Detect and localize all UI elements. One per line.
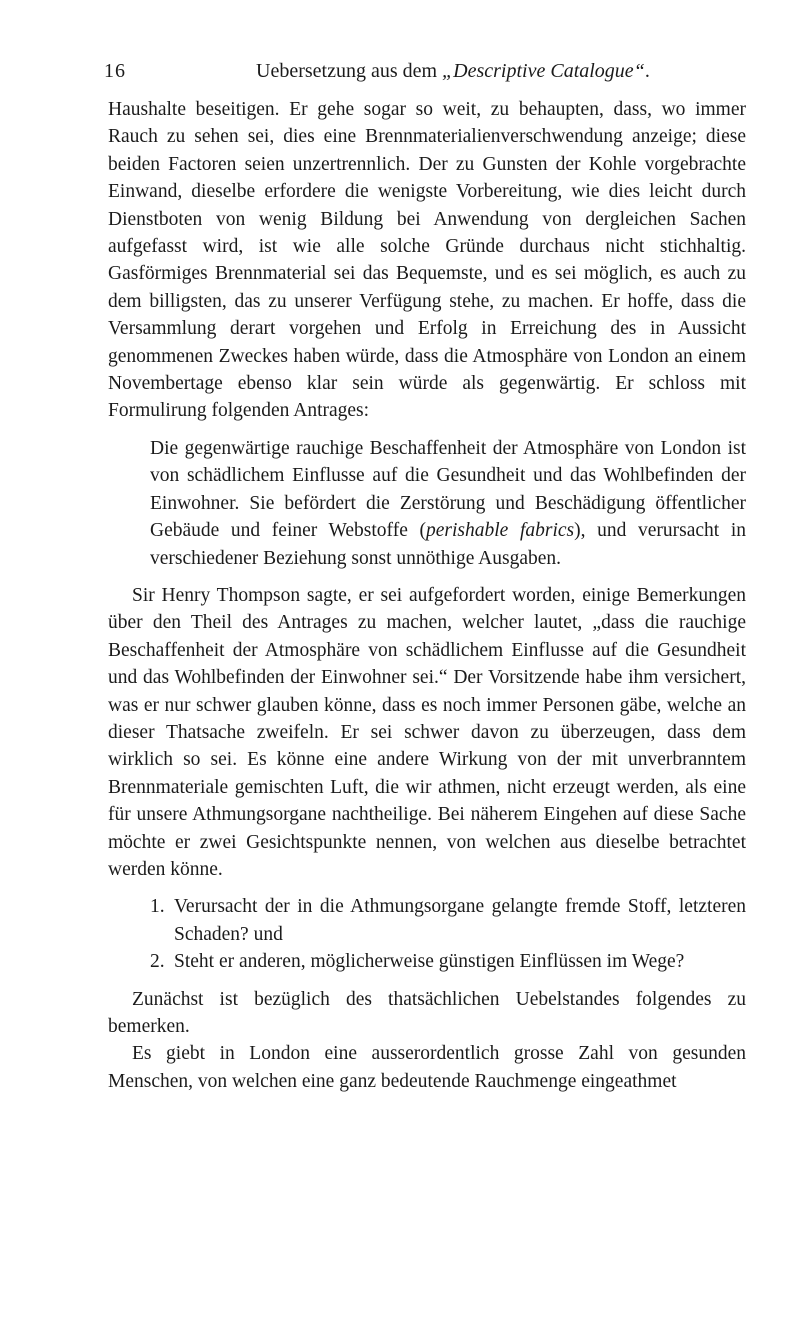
paragraph-2: Sir Henry Thompson sagte, er sei aufgefordert worden, einige Bemerkungen über den Theil des Antrages zu machen, welcher lautet, „dass die rauchige Beschaffenheit der Atmosphäre von schädlichem Einflusse auf die Gesundheit und das Wohlbefinden der Einwohner sei.“ Der Vorsitzende habe ihm versichert, was er nur schwer glauben könne, dass es noch immer Personen gäbe, welche an dieser Thatsache zweifeln. Er sei schwer davon zu überzeugen, dass dem wirklich so sei. Es könne eine andere Wirkung von der mit unverbranntem Brennmateriale gemischten Luft, die wir athmen, nicht erzeugt werden, als eine für unsere Athmungsorgane nachtheilige. Bei näherem Eingehen auf diese Sache möchte er zwei Gesichtspunkte nennen, von welchen aus dieselbe betrachtet werden könne. [108,584,746,880]
list-item [150,948,746,975]
list-item [150,893,746,948]
running-title-suffix: . [644,60,650,82]
paragraph-3: Zunächst ist bezüglich des thatsächlichen Uebelstandes folgendes zu bemerken. [108,988,746,1037]
running-title-prefix: Uebersetzung aus dem [256,60,443,82]
motion-quote-text-a: Die gegenwärtige rauchige Beschaffenheit der Atmosphäre von London ist von schädlichem Einflusse auf die Gesundheit und das Wohlbefinden der Einwohner. Sie befördert die Zerstörung und Beschädigung öffentlicher Gebäude und feiner Webstoffe ( [150,437,746,542]
paragraph-4: Es giebt in London eine ausserordentlich grosse Zahl von gesunden Menschen, von welchen eine ganz bedeutende Rauchmenge eingeathmet [108,1043,746,1092]
running-title [256,60,650,83]
list-item-text: Steht er anderen, möglicherweise günstigen Einflüssen im Wege? [174,951,685,973]
paragraph-1: Haushalte beseitigen. Er gehe sogar so weit, zu behaupten, dass, wo immer Rauch zu sehen sei, dies eine Brennmaterialienverschwendung anzeige; diese beiden Factoren seien unzertrennlich. Der zu Gunsten der Kohle vorgebrachte Einwand, dieselbe erfordere die wenigste Vorbereitung, wie dies leicht durch Dienstboten von wenig Bildung bei Anwendung von dergleichen Sachen aufgefasst wird, ist wie alle solche Gründe durchaus nicht stichhaltig. Gasförmiges Brennmaterial sei das Bequemste, und es sei möglich, es auch zu dem billigsten, das zu unserer Verfügung stehe, zu machen. Er hoffe, dass die Versammlung derart vorgehen und Erfolg in Erreichung des in Aussicht genommenen Zweckes haben würde, dass die Atmosphäre von London an einem Novembertage ebenso klar sein würde als gegenwärtig. Er schloss mit Formulirung folgenden Antrages: [108,99,746,422]
running-head [104,60,744,88]
list-item-number: 1. [150,896,165,918]
running-title-italic: „Descriptive Catalogue“ [442,60,645,82]
list-item-number: 2. [150,951,165,973]
motion-quote-text-b: ), und verursacht in verschiedener Beziehung sonst unnöthige Ausgaben. [150,520,746,569]
page-number: 16 [104,60,126,82]
motion-quote-italic: perishable fabrics [425,520,575,542]
list-item-text: Verursacht der in die Athmungsorgane gelangte fremde Stoff, letzteren Schaden? und [174,896,746,945]
motion-quote [150,435,746,572]
body-text [108,96,746,1095]
numbered-list [150,893,746,975]
